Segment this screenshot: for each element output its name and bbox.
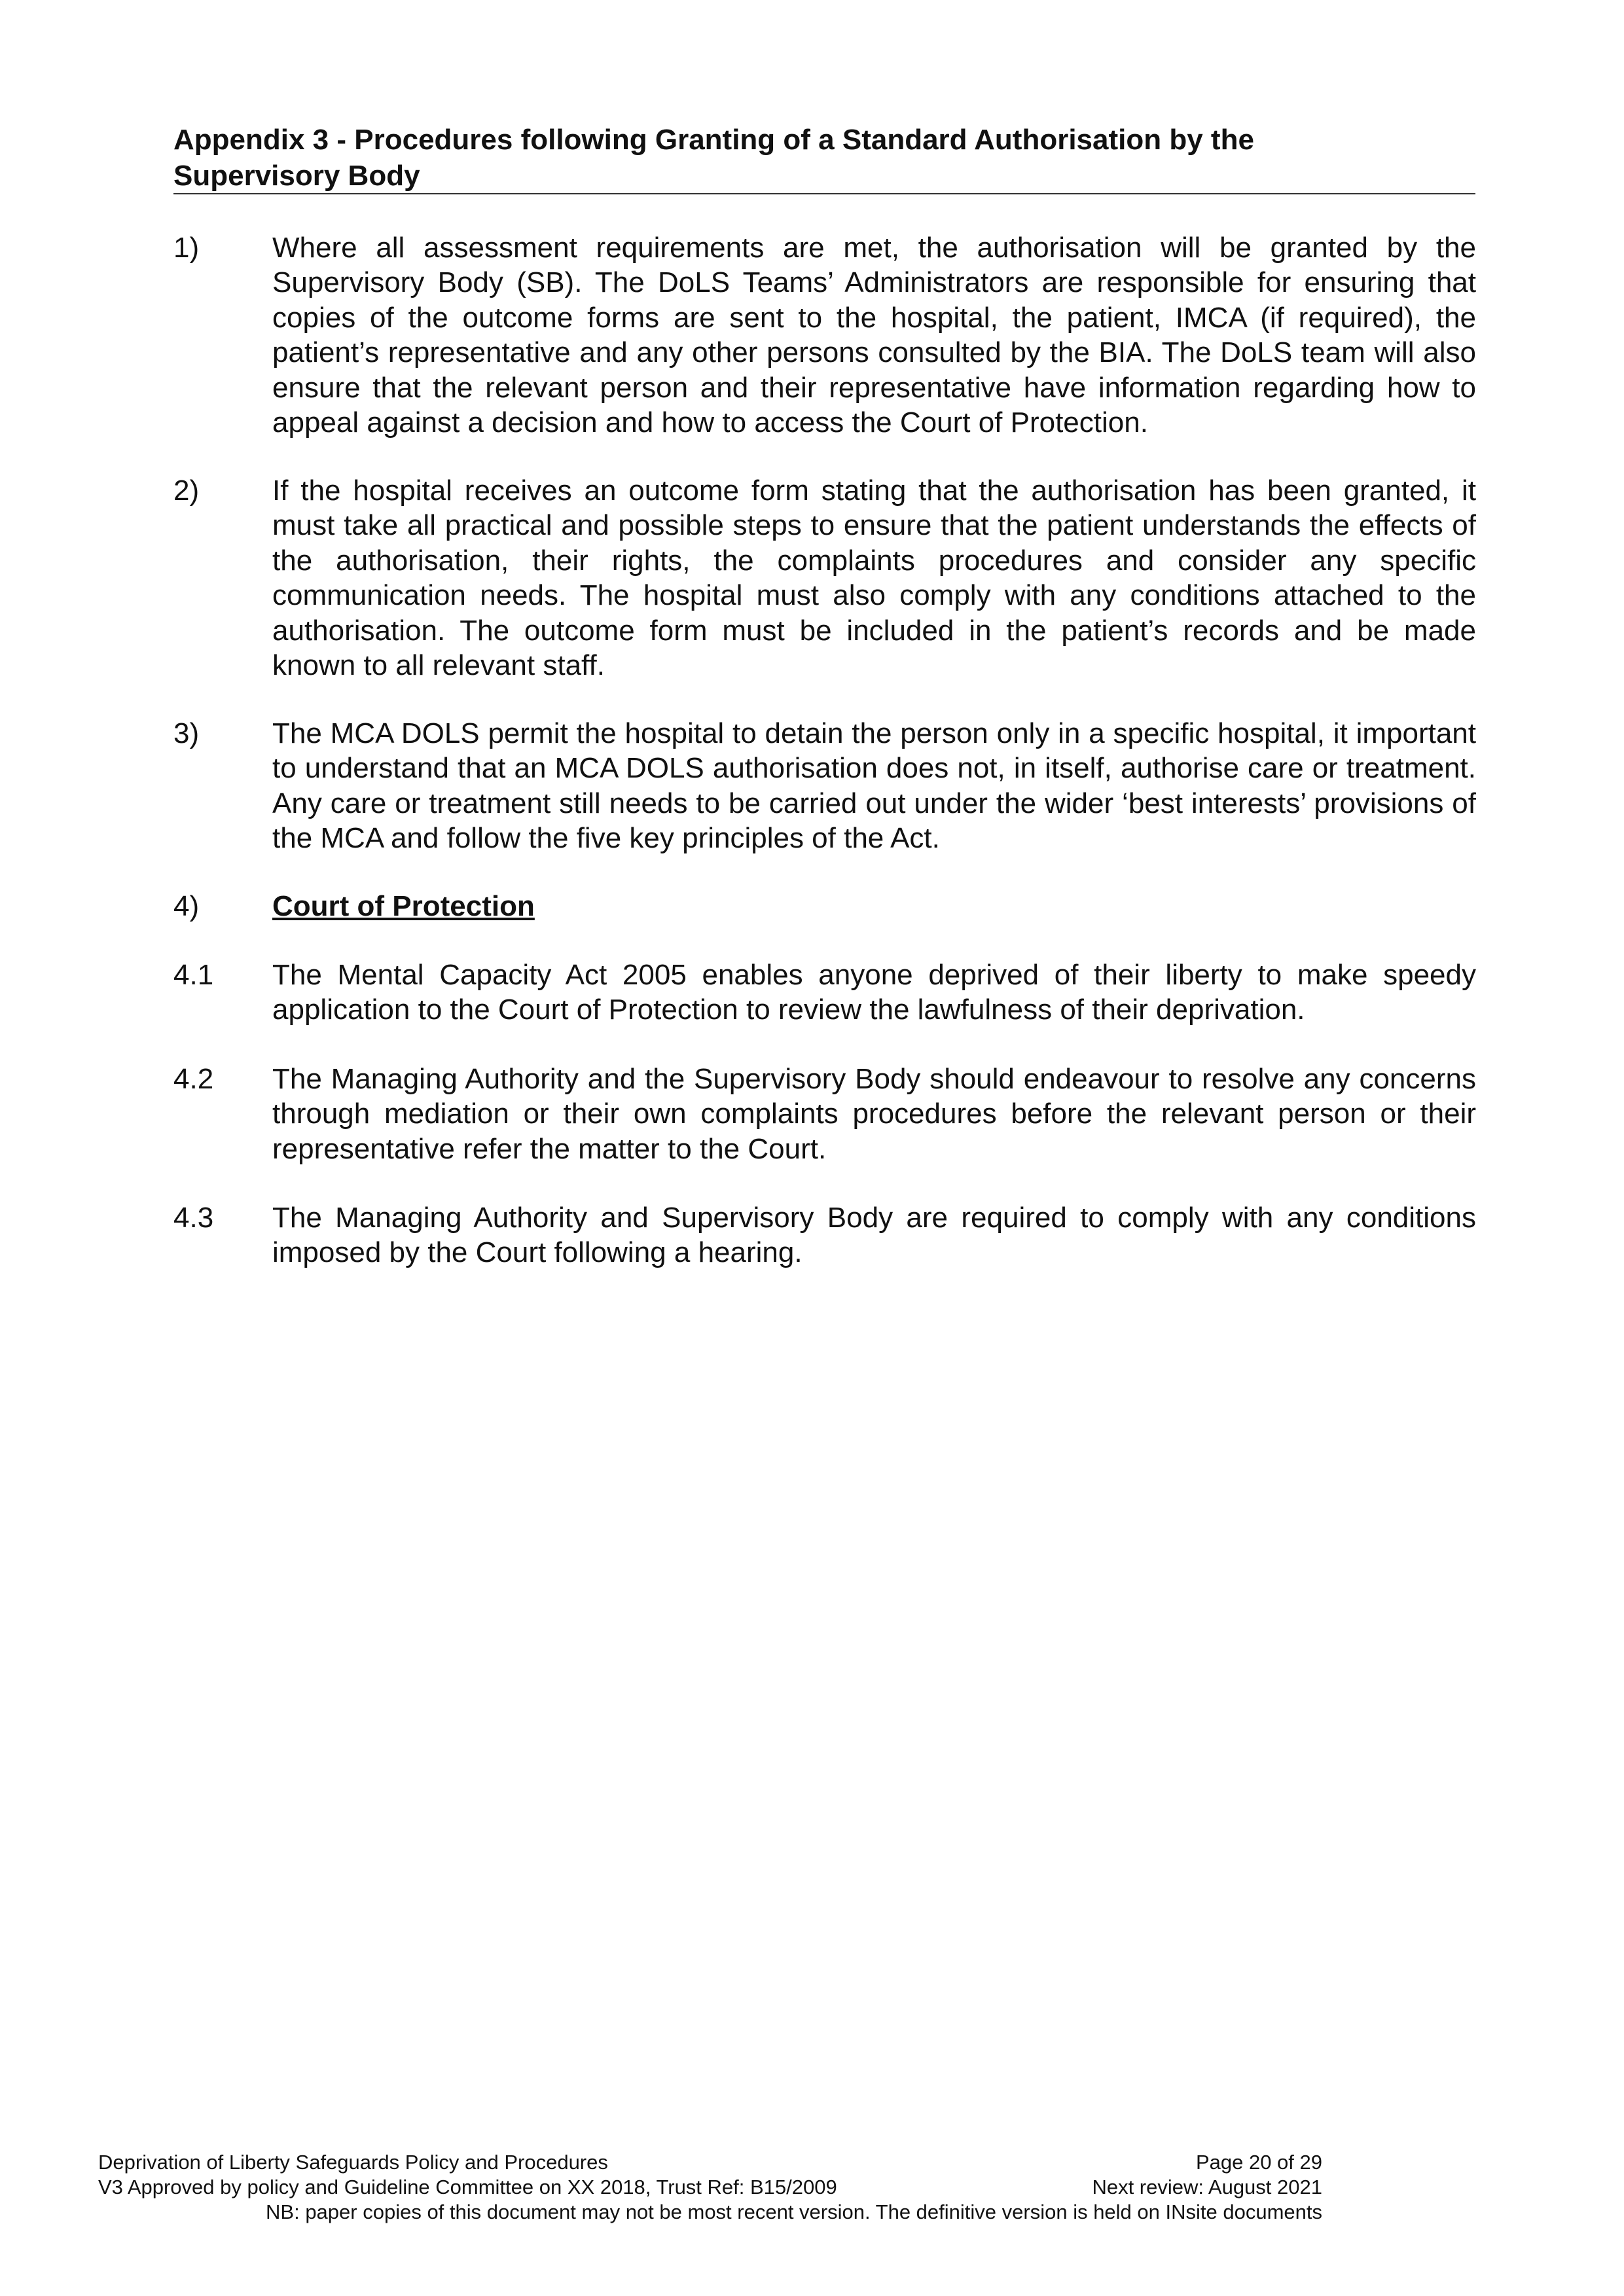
item-text: The Mental Capacity Act 2005 enables anyone deprived of their liberty to make speedy application to the Court of Protection to review the lawfulness of their deprivation. — [272, 959, 1476, 1026]
item-number: 2) — [173, 475, 200, 507]
item-text: If the hospital receives an outcome form stating that the authorisation has been granted, it must take all practical and possible steps to ensure that the patient understands the effects of the authorisation, their rights, the complaints procedures and consider any specific communication needs. The hospital must also comply with any conditions attached to the authorisation. The outcome form must be included in the patient’s records and be made known to all relevant staff. — [272, 475, 1476, 682]
footer-next-review: Next review: August 2021 — [1092, 2176, 1322, 2198]
footer-doc-title: Deprivation of Liberty Safeguards Policy and Procedures — [98, 2151, 608, 2174]
appendix-heading-line-2: Supervisory Body — [173, 160, 420, 192]
appendix-heading — [173, 122, 1476, 194]
item-text: The Managing Authority and Supervisory Body are required to comply with any conditions imposed by the Court following a hearing. — [272, 1202, 1476, 1269]
item-number: 4.2 — [173, 1063, 214, 1095]
item-number: 4.1 — [173, 959, 214, 991]
heading-underline-rule — [173, 193, 1475, 194]
item-text: The MCA DOLS permit the hospital to detain the person only in a specific hospital, it important to understand that an MCA DOLS authorisation does not, in itself, authorise care or treatment. Any care or treatment still needs to be carried out under the wider ‘best interests’ provisions of the MCA and follow the five key principles of the Act. — [272, 717, 1476, 855]
item-number: 4) — [173, 890, 200, 922]
court-of-protection-heading: Court of Protection — [272, 890, 535, 922]
footer-page-number: Page 20 of 29 — [1195, 2151, 1322, 2174]
appendix-heading-line-1: Appendix 3 - Procedures following Granting of a Standard Authorisation by the — [173, 124, 1254, 156]
item-number: 3) — [173, 717, 200, 749]
item-text: The Managing Authority and the Supervisory Body should endeavour to resolve any concerns through mediation or their own complaints procedures before the relevant person or their representative refer the matter to the Court. — [272, 1063, 1476, 1165]
item-text: Where all assessment requirements are met, the authorisation will be granted by the Supervisory Body (SB). The DoLS Teams’ Administrators are responsible for ensuring that copies of the outcome forms are sent to the hospital, the patient, IMCA (if required), the patient’s representative and any other persons consulted by the BIA. The DoLS team will also ensure that the relevant person and their representative have information regarding how to appeal against a decision and how to access the Court of Protection. — [272, 232, 1476, 439]
footer-approval: V3 Approved by policy and Guideline Committee on XX 2018, Trust Ref: B15/2009 — [98, 2176, 837, 2198]
footer-note: NB: paper copies of this document may not be most recent version. The definitive version is held on INsite documents — [266, 2200, 1322, 2223]
item-number: 4.3 — [173, 1202, 214, 1234]
item-number: 1) — [173, 232, 200, 264]
